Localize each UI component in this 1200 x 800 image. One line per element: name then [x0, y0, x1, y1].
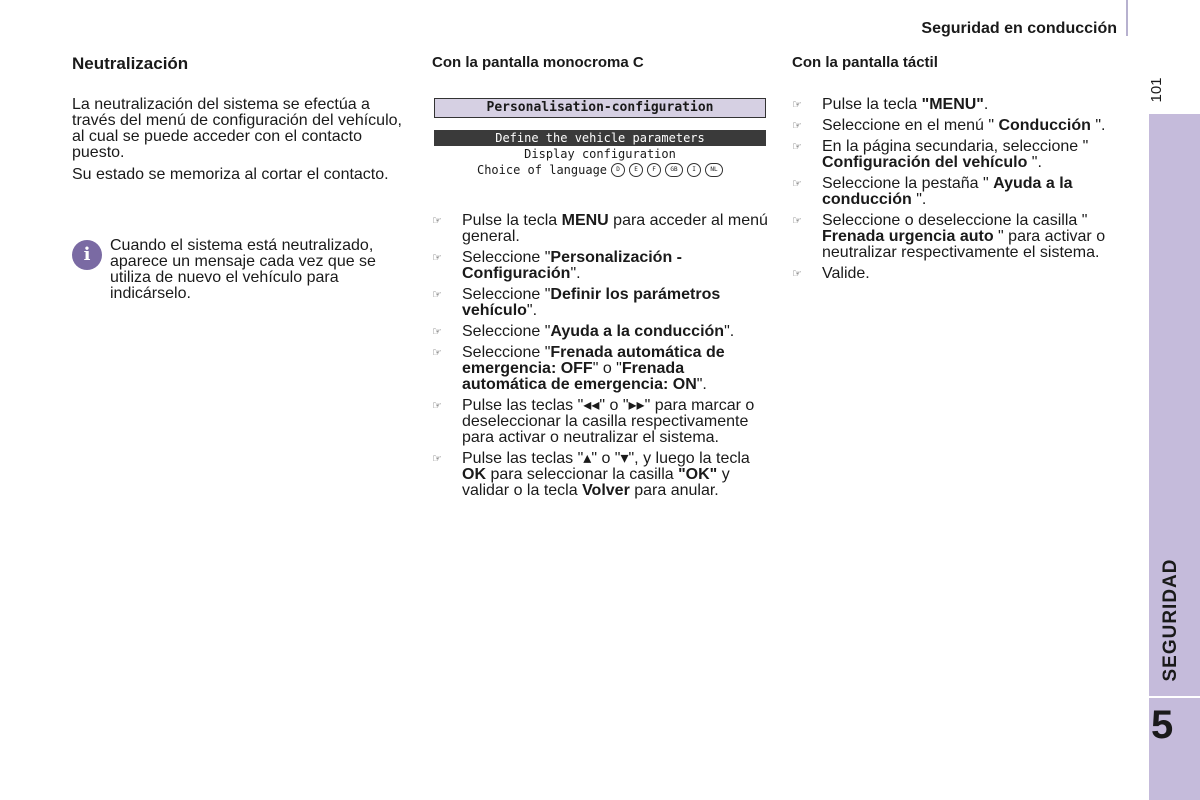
- pointing-hand-icon: ☞: [792, 268, 802, 280]
- pointing-hand-icon: ☞: [432, 326, 442, 338]
- column-neutralization: [72, 54, 412, 74]
- list-item: ☞ Seleccione "Personalización - Configuración".: [432, 249, 682, 282]
- list-item: ☞ Seleccione "Definir los parámetros vehículo".: [432, 286, 721, 319]
- list-item: ☞ Pulse las teclas "▴" o "▾", y luego la tecla OK para seleccionar la casilla "OK" y validar o la tecla Volver para anular.: [432, 450, 750, 499]
- list-item: ☞ Pulse la tecla "MENU".: [792, 96, 989, 113]
- info-note-text: Cuando el sistema está neutralizado, aparece un mensaje cada vez que se utiliza de nuevo el vehículo para indicárselo.: [110, 237, 376, 302]
- paragraph: La neutralización del sistema se efectúa a través del menú de configuración del vehículo, al cual se puede acceder con el contacto puesto.: [72, 96, 402, 161]
- language-option: E: [629, 163, 643, 177]
- list-item: ☞ Seleccione "Frenada automática de emergencia: OFF" o "Frenada automática de emergencia: ON".: [432, 344, 725, 393]
- monochrome-screen-heading: Con la pantalla monocroma C: [432, 54, 644, 71]
- pointing-hand-icon: ☞: [432, 252, 442, 264]
- pointing-hand-icon: ☞: [792, 99, 802, 111]
- info-note: [72, 238, 412, 302]
- header-divider: [1126, 0, 1128, 36]
- screen-language-label: Choice of language: [476, 163, 608, 177]
- pointing-hand-icon: ☞: [432, 347, 442, 359]
- page-number: 101: [1148, 77, 1165, 103]
- paragraph: Su estado se memoriza al cortar el contacto.: [72, 166, 389, 183]
- language-option: F: [647, 163, 661, 177]
- list-item: ☞ Valide.: [792, 265, 870, 282]
- list-item: ☞ Seleccione "Ayuda a la conducción".: [432, 323, 735, 340]
- column-touch-screen: [792, 54, 1132, 71]
- pointing-hand-icon: ☞: [792, 215, 802, 227]
- list-item: ☞ En la página secundaria, seleccione " Configuración del vehículo ".: [792, 138, 1089, 171]
- chapter-tab-label: SEGURIDAD: [1160, 558, 1181, 682]
- monochrome-screen-illustration: [434, 98, 766, 178]
- pointing-hand-icon: ☞: [432, 215, 442, 227]
- pointing-hand-icon: ☞: [792, 178, 802, 190]
- touch-screen-heading: Con la pantalla táctil: [792, 54, 938, 71]
- pointing-hand-icon: ☞: [432, 453, 442, 465]
- language-option: I: [687, 163, 701, 177]
- language-option: D: [611, 163, 625, 177]
- language-option: GB: [665, 163, 683, 177]
- screen-language-row: [434, 162, 766, 178]
- monochrome-steps-list: [432, 213, 772, 504]
- screen-menu-item: Display configuration: [524, 147, 676, 161]
- list-item: ☞ Seleccione la pestaña " Ayuda a la conducción ".: [792, 175, 1073, 208]
- chapter-tab-divider: [1149, 696, 1200, 698]
- list-item: ☞ Pulse la tecla MENU para acceder al menú general.: [432, 212, 768, 245]
- language-option: NL: [705, 163, 723, 177]
- screen-selected-item: Define the vehicle parameters: [434, 130, 766, 146]
- list-item: ☞ Seleccione en el menú " Conducción ".: [792, 117, 1106, 134]
- list-item: ☞ Seleccione o deseleccione la casilla " Frenada urgencia auto " para activar o neutralizar respectivamente el sistema.: [792, 212, 1106, 261]
- neutralization-body: [72, 97, 412, 189]
- pointing-hand-icon: ☞: [792, 141, 802, 153]
- info-icon: i: [72, 240, 102, 270]
- list-item: ☞ Pulse las teclas "◂◂" o "▸▸" para marcar o deseleccionar la casilla respectivamente para activar o neutralizar el sistema.: [432, 397, 755, 446]
- pointing-hand-icon: ☞: [432, 289, 442, 301]
- section-title: Seguridad en conducción: [921, 20, 1117, 37]
- touch-steps-list: [792, 97, 1132, 287]
- chapter-number: 5: [1151, 703, 1174, 747]
- pointing-hand-icon: ☞: [432, 400, 442, 412]
- neutralization-heading: Neutralización: [72, 54, 189, 73]
- pointing-hand-icon: ☞: [792, 120, 802, 132]
- column-monochrome-screen: [432, 54, 772, 71]
- screen-menu-title: Personalisation-configuration: [434, 98, 766, 118]
